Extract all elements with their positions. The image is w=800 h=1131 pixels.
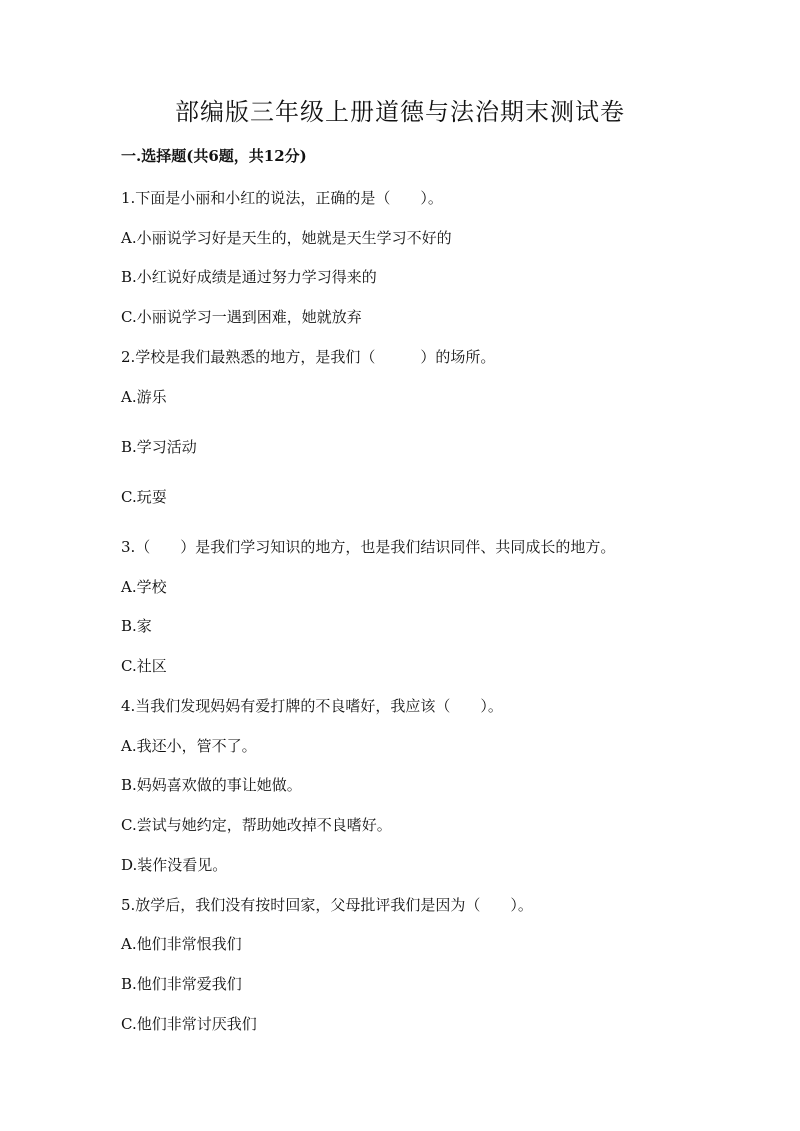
question-1-stem: 1.下面是小丽和小红的说法，正确的是（ ）。 (121, 189, 443, 207)
question-1-option-a: A.小丽说学习好是天生的，她就是天生学习不好的 (121, 229, 452, 247)
section-heading: 一.选择题(共6题，共12分) (121, 147, 307, 165)
question-4-option-d: D.装作没看见。 (121, 856, 228, 874)
question-3-stem: 3.（ ）是我们学习知识的地方，也是我们结识同伴、共同成长的地方。 (121, 538, 616, 556)
question-2-stem: 2.学校是我们最熟悉的地方，是我们（ ）的场所。 (121, 348, 496, 366)
question-2-option-b: B.学习活动 (121, 438, 197, 456)
question-4-option-c: C.尝试与她约定，帮助她改掉不良嗜好。 (121, 816, 392, 834)
question-2-option-c: C.玩耍 (121, 488, 167, 506)
page-title: 部编版三年级上册道德与法治期末测试卷 (175, 98, 625, 126)
question-5-option-c: C.他们非常讨厌我们 (121, 1015, 257, 1033)
question-3-option-a: A.学校 (121, 578, 167, 596)
question-4-option-b: B.妈妈喜欢做的事让她做。 (121, 776, 302, 794)
question-4-stem: 4.当我们发现妈妈有爱打牌的不良嗜好，我应该（ ）。 (121, 697, 503, 715)
question-5-option-a: A.他们非常恨我们 (121, 935, 242, 953)
question-5-stem: 5.放学后，我们没有按时回家，父母批评我们是因为（ ）。 (121, 896, 533, 914)
question-1-option-c: C.小丽说学习一遇到困难，她就放弃 (121, 308, 362, 326)
question-2-option-a: A.游乐 (121, 388, 167, 406)
question-4-option-a: A.我还小，管不了。 (121, 737, 257, 755)
question-3-option-c: C.社区 (121, 657, 167, 675)
question-5-option-b: B.他们非常爱我们 (121, 975, 242, 993)
question-3-option-b: B.家 (121, 617, 152, 635)
question-1-option-b: B.小红说好成绩是通过努力学习得来的 (121, 268, 377, 286)
